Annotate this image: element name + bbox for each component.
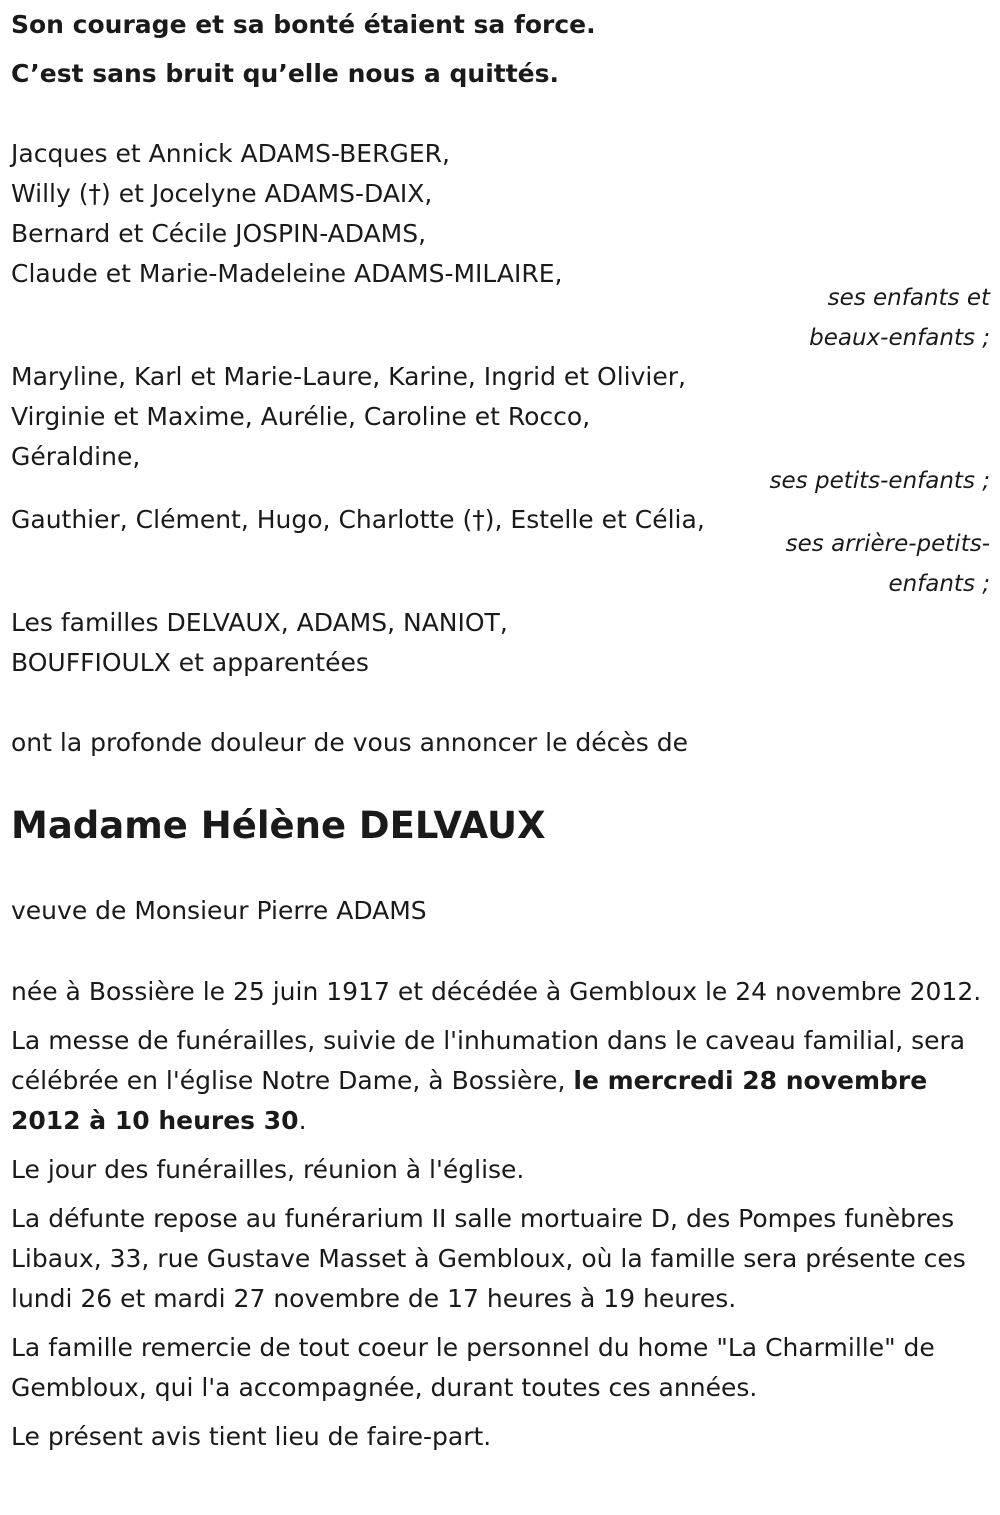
great-grandchildren-relation-2: enfants ;: [888, 571, 990, 597]
grandchildren-line-2: Virginie et Maxime, Aurélie, Caroline et Rocco,: [11, 402, 591, 431]
birth-death-paragraph: née à Bossière le 25 juin 1917 et décédée à Gembloux le 24 novembre 2012.: [11, 977, 982, 1006]
details-block: [11, 972, 986, 1457]
grandchildren-line-1: Maryline, Karl et Marie-Laure, Karine, Ingrid et Olivier,: [11, 362, 686, 391]
children-line-4: Claude et Marie-Madeleine ADAMS-MILAIRE,: [11, 259, 563, 288]
viewing-paragraph: La défunte repose au funérarium II salle mortuaire D, des Pompes funèbres Libaux, 33, rue Gustave Masset à Gembloux, où la famille sera présente ces lundi 26 et mardi 27 novembre de 17 heures à 19 heures.: [11, 1204, 966, 1313]
children-relation-2: beaux-enfants ;: [809, 325, 990, 351]
families-line-2: BOUFFIOULX et apparentées: [11, 648, 369, 677]
quote-line-1: Son courage et sa bonté étaient sa force.: [11, 10, 596, 39]
announcement-line: ont la profonde douleur de vous annoncer le décès de: [11, 728, 689, 757]
funeral-text: La messe de funérailles, suivie de l'inhumation dans le caveau familial, sera célébrée en l'église Notre Dame, à Bossière,: [11, 1026, 966, 1095]
funeral-date: le mercredi 28 novembre 2012 à 10 heures 30: [11, 1066, 928, 1135]
grandchildren-relation: ses petits-enfants ;: [769, 468, 990, 494]
children-line-1: Jacques et Annick ADAMS-BERGER,: [11, 139, 450, 168]
widow-of-line: veuve de Monsieur Pierre ADAMS: [11, 896, 427, 925]
children-line-2: Willy (†) et Jocelyne ADAMS-DAIX,: [11, 179, 433, 208]
deceased-name: Madame Hélène DELVAUX: [11, 804, 546, 847]
funeral-paragraph: [11, 1021, 986, 1141]
quote-line-2: C’est sans bruit qu’elle nous a quittés.: [11, 59, 559, 88]
great-grandchildren-relation-1: ses arrière-petits-: [785, 531, 990, 557]
notice-paragraph: Le présent avis tient lieu de faire-part.: [11, 1422, 492, 1451]
meeting-paragraph: Le jour des funérailles, réunion à l'église.: [11, 1155, 525, 1184]
families-line-1: Les familles DELVAUX, ADAMS, NANIOT,: [11, 608, 508, 637]
children-line-3: Bernard et Cécile JOSPIN-ADAMS,: [11, 219, 427, 248]
children-relation-1: ses enfants et: [827, 285, 990, 311]
funeral-suffix: .: [298, 1106, 307, 1135]
thanks-paragraph: La famille remercie de tout coeur le personnel du home "La Charmille" de Gembloux, qui l'a accompagnée, durant toutes ces années.: [11, 1333, 935, 1402]
great-grandchildren-line: Gauthier, Clément, Hugo, Charlotte (†), Estelle et Célia,: [11, 505, 705, 534]
grandchildren-line-3: Géraldine,: [11, 442, 141, 471]
